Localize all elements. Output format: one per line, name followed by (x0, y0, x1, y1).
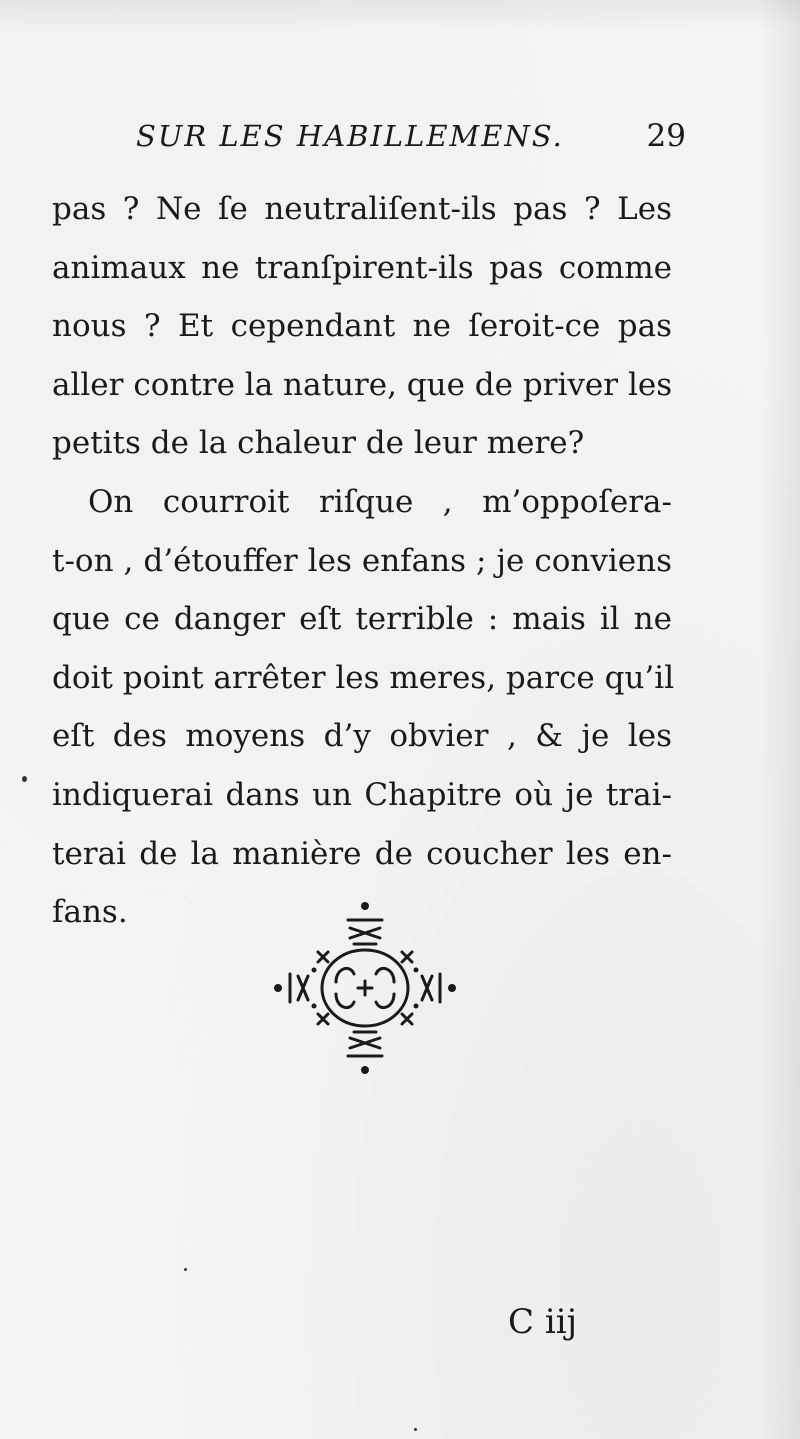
text-line: doit point arrêter les meres, parce qu’il (52, 659, 675, 696)
body-text (52, 180, 675, 942)
text-line: petits de la chaleur de leur mere? (52, 425, 585, 462)
text-line: aller contre la nature, que de priver les (52, 366, 673, 403)
text-line: fans. (52, 894, 128, 931)
text-line: terai de la manière de coucher les en- (52, 835, 672, 872)
ink-speck (184, 1268, 187, 1271)
page-edge-shadow (760, 0, 800, 1439)
text-line: nous ? Et cependant ne ſeroit-ce pas (52, 308, 672, 345)
running-title: SUR LES HABILLEMENS. (136, 119, 564, 153)
text-line: pas ? Ne ſe neutraliſent-ils pas ? Les (52, 191, 672, 227)
ink-speck (414, 1428, 417, 1431)
text-line: que ce danger eſt terrible : mais il ne (52, 601, 672, 638)
ink-speck (22, 776, 27, 782)
text-line: indiquerai dans un Chapitre où je trai- (52, 776, 672, 813)
signature-mark: C iij (508, 1302, 578, 1342)
text-line: eſt des moyens d’y obvier , & je les (52, 718, 672, 755)
page-top-shadow (0, 0, 800, 30)
fleuron-ornament-icon (270, 898, 460, 1078)
text-line: On courroit riſque , m’oppoſera- (88, 483, 672, 520)
text-line: t-on , d’étouffer les enfans ; je conviens (52, 542, 672, 579)
page-number: 29 (646, 118, 686, 154)
text-line: animaux ne tranſpirent-ils pas comme (52, 249, 672, 286)
running-head (136, 114, 686, 158)
